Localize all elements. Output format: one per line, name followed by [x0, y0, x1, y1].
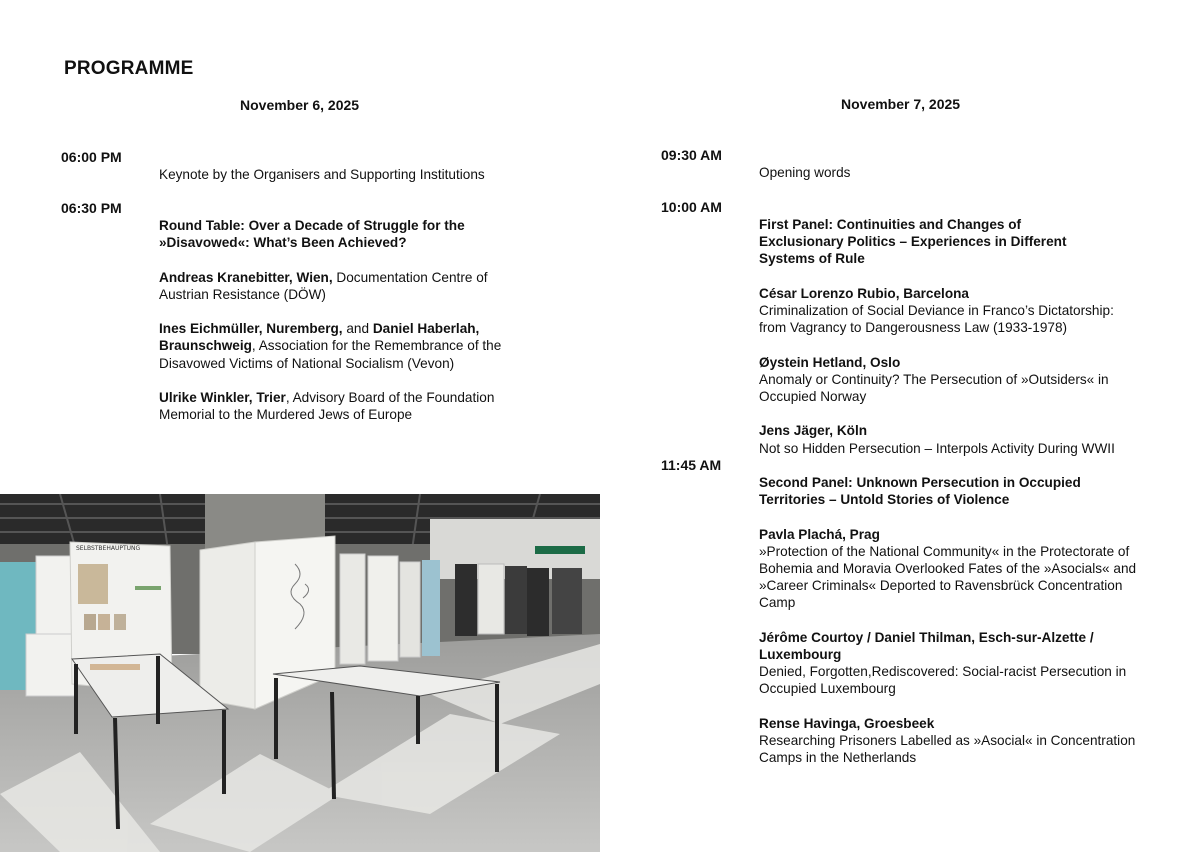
participant-affiliation: Documentation Centre of Austrian Resistance (DÖW) [159, 269, 488, 302]
exhibition-photo-illustration [0, 494, 600, 852]
talk-speaker: César Lorenzo Rubio, Barcelona [759, 285, 969, 301]
participant-affiliation: , Association for the Remembrance of the Disavowed Victims of National Socialism (Vevon) [159, 338, 502, 371]
day2-date: November 7, 2025 [841, 96, 961, 112]
talk-speaker: Pavla Plachá, Prag [759, 526, 880, 542]
talk-title: Not so Hidden Persecution – Interpols Activity During WWII [759, 440, 1115, 456]
slot-time: 06:00 PM [61, 149, 122, 165]
talk [759, 629, 1141, 698]
slot-time: 10:00 AM [661, 199, 722, 215]
participant-affiliation: , Advisory Board of the Foundation Memorial to the Murdered Jews of Europe [159, 389, 495, 423]
participant-name: Daniel Haberlah, Braunschweig [159, 321, 480, 354]
slot-time: 06:30 PM [61, 200, 122, 216]
panel-title: Second Panel: Unknown Persecution in Occupied Territories – Untold Stories of Violence [759, 475, 1081, 508]
talk-title: Researching Prisoners Labelled as »Asocial« in Concentration Camps in the Netherlands [759, 733, 1136, 766]
round-table-title: Round Table: Over a Decade of Struggle for the »Disavowed«: What’s Been Achieved? [159, 218, 465, 251]
panel-label: SELBSTBEHAUPTUNG [76, 545, 141, 552]
page-title: PROGRAMME [64, 58, 194, 79]
talk-speaker: Jens Jäger, Köln [759, 423, 868, 439]
talk-title: Criminalization of Social Deviance in Franco’s Dictatorship: from Vagrancy to Dangerousness Law (1933-1978) [759, 303, 1114, 336]
exhibition-photo [0, 494, 600, 852]
talk-speaker: Øystein Hetland, Oslo [759, 354, 901, 370]
slot-time: 09:30 AM [661, 147, 722, 163]
participant [159, 320, 517, 372]
talk-title: Anomaly or Continuity? The Persecution of »Outsiders« in Occupied Norway [759, 371, 1109, 404]
talk-title: Denied, Forgotten,Rediscovered: Social-racist Persecution in Occupied Luxembourg [759, 664, 1127, 697]
participant-conjunction: and [342, 321, 373, 337]
participant [159, 269, 517, 303]
participant-name: Andreas Kranebitter, Wien, [159, 269, 333, 285]
talk [759, 422, 1139, 456]
day1-date: November 6, 2025 [240, 97, 360, 113]
talk-speaker: Jérôme Courtoy / Daniel Thilman, Esch-sur-Alzette / Luxembourg [759, 629, 1094, 662]
talk-speaker: Rense Havinga, Groesbeek [759, 715, 935, 731]
participant [159, 389, 517, 423]
talk [759, 354, 1139, 406]
panel-title: First Panel: Continuities and Changes of Exclusionary Politics – Experiences in Different Systems of Rule [759, 217, 1067, 267]
slot-time: 11:45 AM [661, 457, 722, 473]
keynote-text: Keynote by the Organisers and Supporting Institutions [159, 167, 485, 182]
talk [759, 285, 1139, 337]
talk-title: »Protection of the National Community« in the Protectorate of Bohemia and Moravia Overlooked Fates of the »Asocials« and »Career Criminals« Deported to Ravensbrück Concentration Camp [759, 543, 1137, 611]
talk [759, 526, 1141, 612]
talk [759, 715, 1141, 767]
participant-name: Ulrike Winkler, Trier [159, 389, 286, 405]
opening-words: Opening words [759, 165, 851, 180]
participant-name: Ines Eichmüller, Nuremberg, [159, 321, 343, 337]
